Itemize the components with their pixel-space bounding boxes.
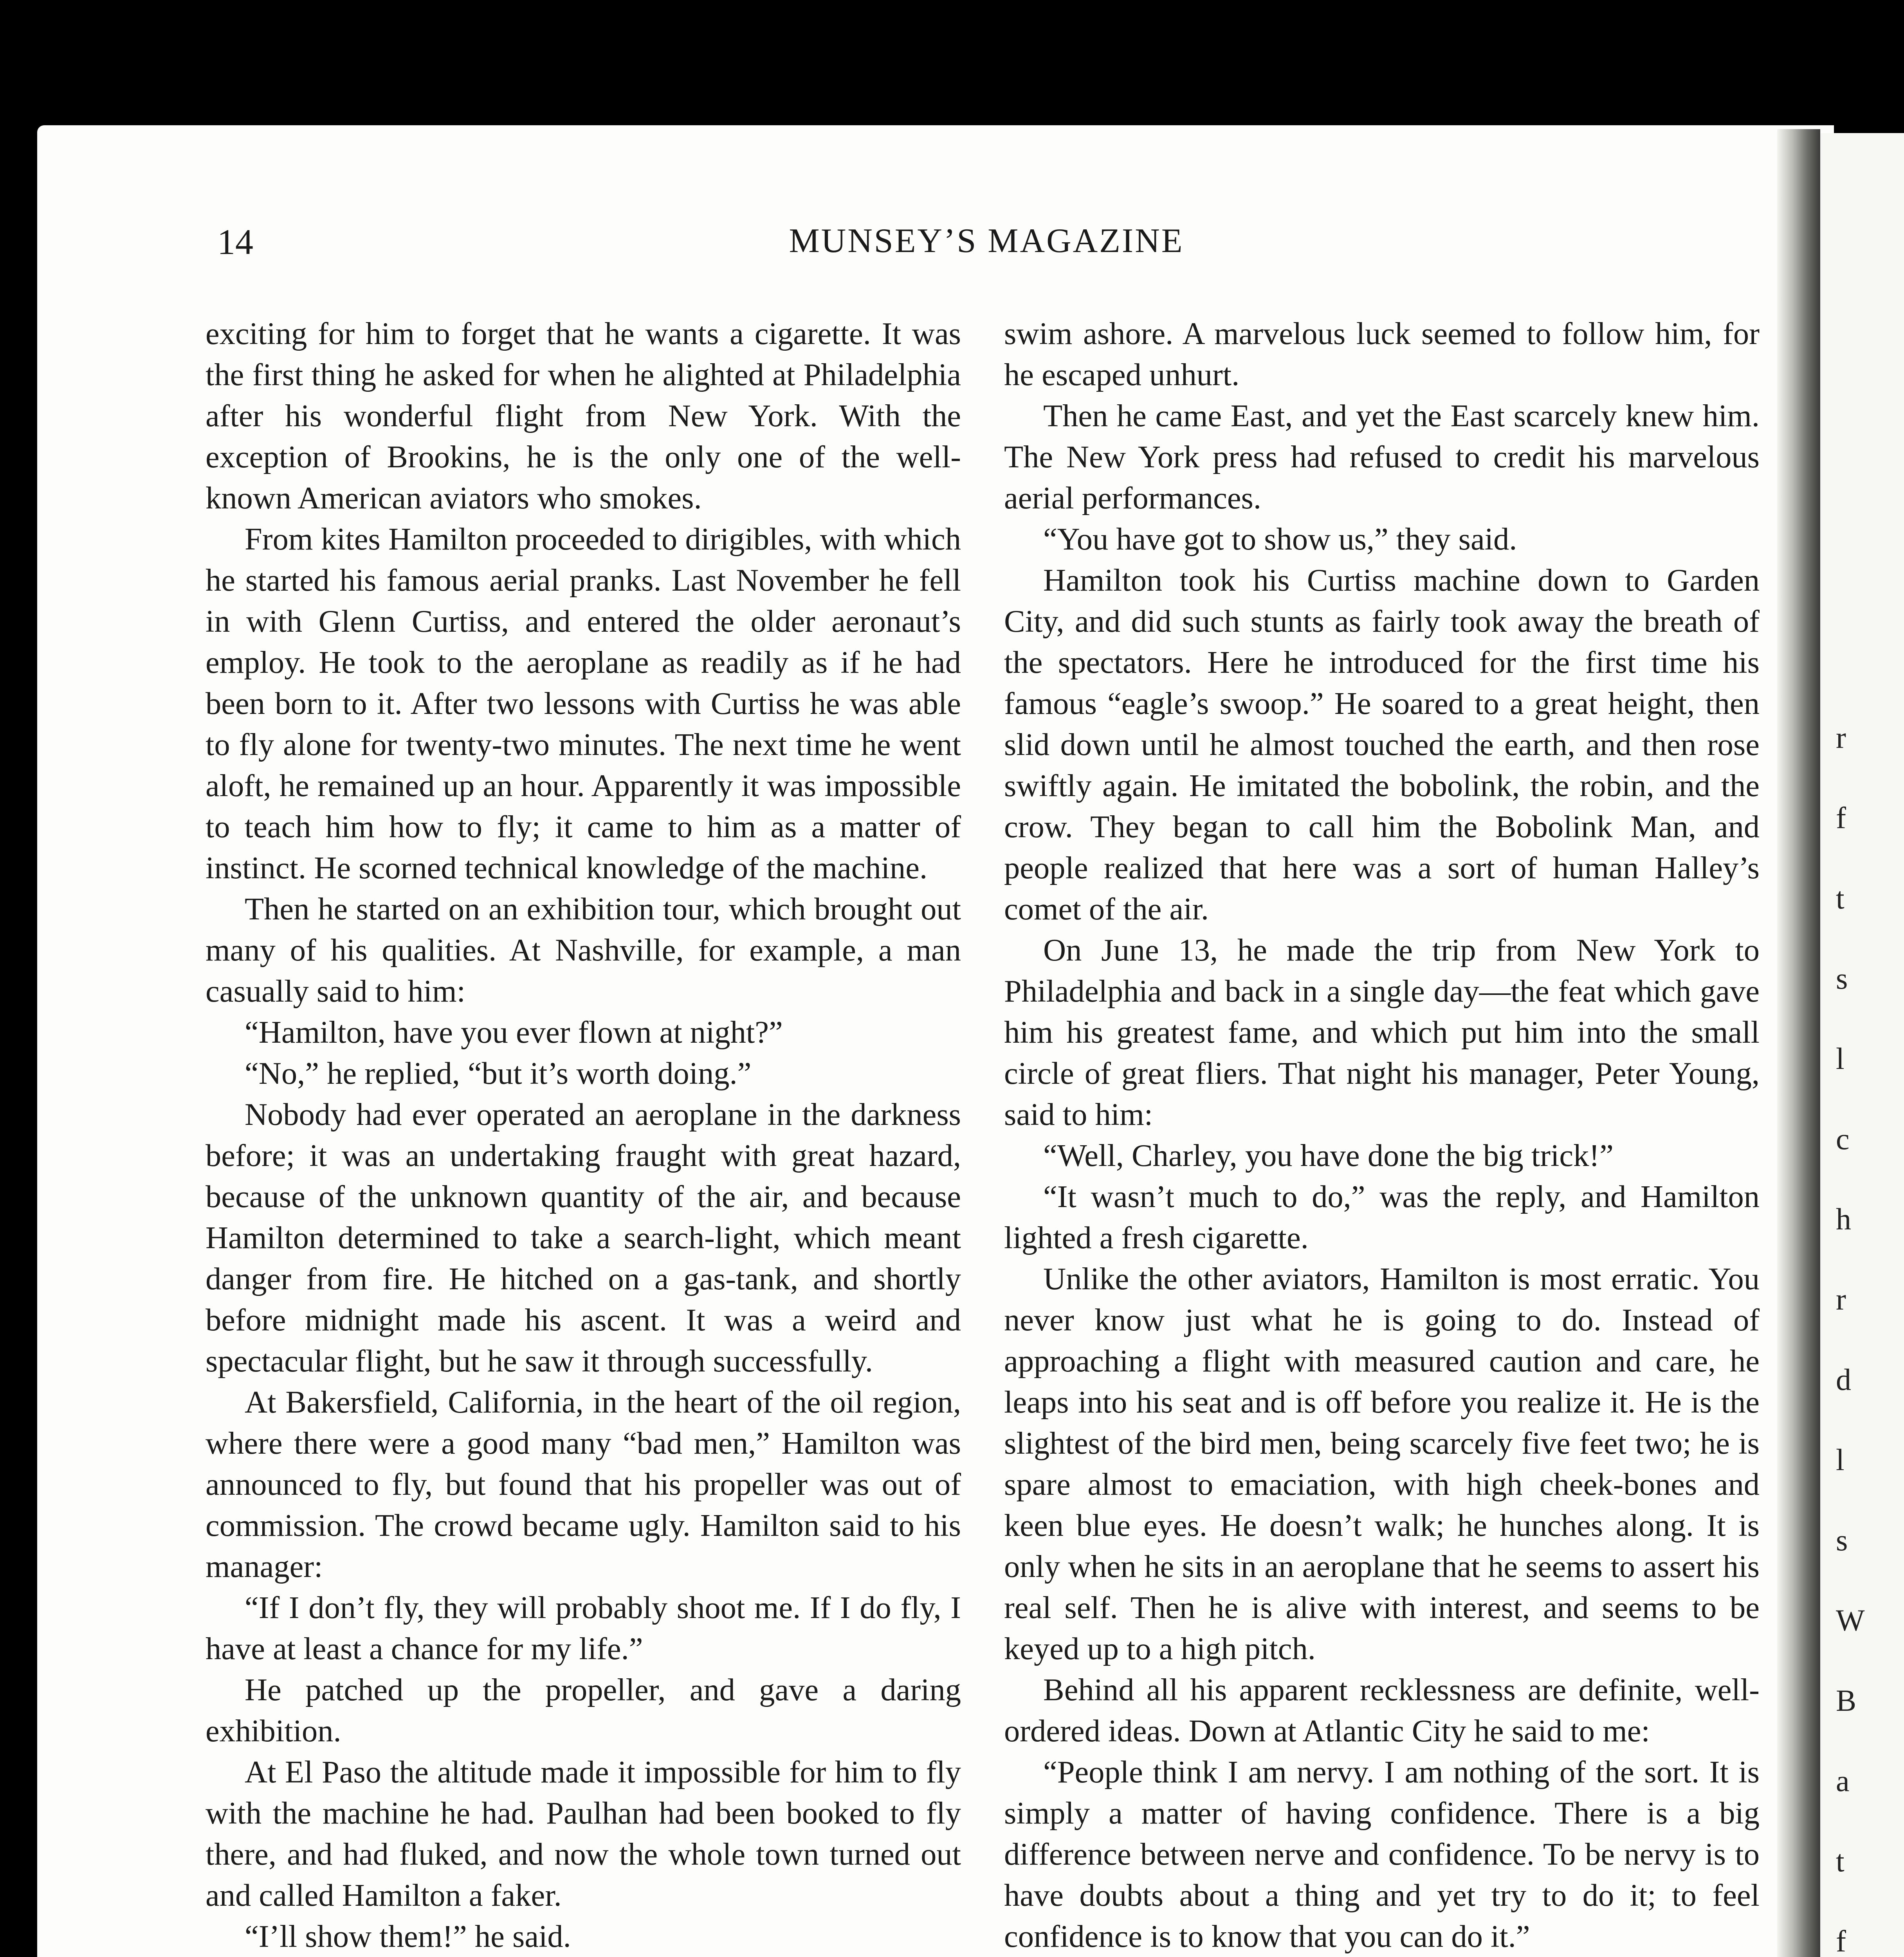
paragraph: From kites Hamilton proceeded to dirigibles, with which he started his famous aerial pranks. Last November he fell in with Glenn Curtiss, and entered the older aeronaut’s employ. He took to the aeroplane as readily as if he had been born to it. After two lessons with Curtiss he was able to fly alone for twenty-two minutes. The next time he went aloft, he remained up an hour. Apparently it was impossible to teach him how to fly; it came to him as a matter of instinct. He scorned technical knowledge of the machine.: [206, 522, 961, 885]
facing-page-fragment: r: [1836, 1282, 1846, 1316]
facing-page-fragment: r: [1836, 721, 1846, 755]
facing-page-fragment: d: [1836, 1362, 1851, 1397]
paragraph: “It wasn’t much to do,” was the reply, and Hamilton lighted a fresh cigarette.: [1004, 1179, 1760, 1255]
paragraph: “Well, Charley, you have done the big trick!”: [1043, 1138, 1614, 1173]
book-spine-shadow: [1777, 129, 1820, 1957]
paragraph: Unlike the other aviators, Hamilton is most erratic. You never know just what he is going to do. Instead of approaching a flight with measured caution and care, he leaps into his seat and is off before you realize it. He is the slightest of the bird men, being scarcely five feet two; he is spare almost to emaciation, with high cheek-bones and keen blue eyes. He doesn’t walk; he hunches along. It is only when he sits in an aeroplane that he seems to assert his real self. Then he is alive with interest, and seems to be keyed up to a high pitch.: [1004, 1261, 1760, 1666]
paragraph: Nobody had ever operated an aeroplane in the darkness before; it was an undertaking fraught with great hazard, because of the unknown quantity of the air, and because Hamilton determined to take a search-light, which meant danger from fire. He hitched on a gas-tank, and shortly before midnight made his ascent. It was a weird and spectacular flight, but he saw it through successfully.: [206, 1097, 961, 1379]
paragraph: Then he came East, and yet the East scarcely knew him. The New York press had refused to credit his marvelous aerial performances.: [1004, 398, 1760, 515]
paragraph: “Hamilton, have you ever flown at night?”: [245, 1015, 783, 1050]
paragraph: Behind all his apparent recklessness are definite, well-ordered ideas. Down at Atlantic City he said to me:: [1004, 1672, 1760, 1748]
paragraph: At Bakersfield, California, in the heart of the oil region, where there were a good many “bad men,” Hamilton was announced to fly, but found that his propeller was out of commission. The crowd became ugly. Hamilton said to his manager:: [206, 1385, 961, 1584]
facing-page-fragment: l: [1836, 1443, 1844, 1477]
paragraph: “I’ll show them!” he said.: [245, 1919, 571, 1954]
facing-page-fragment: f: [1836, 1924, 1846, 1957]
facing-page-fragment: h: [1836, 1202, 1851, 1236]
paragraph: “If I don’t fly, they will probably shoot me. If I do fly, I have at least a chance for my life.”: [206, 1590, 961, 1666]
facing-page-fragment: W: [1836, 1603, 1865, 1637]
paragraph: At El Paso the altitude made it impossible for him to fly with the machine he had. Paulhan had been booked to fly there, and had fluked, and now the whole town turned out and called Hamilton a faker.: [206, 1755, 961, 1913]
paragraph: Then he started on an exhibition tour, which brought out many of his qualities. At Nashville, for example, a man casually said to him:: [206, 892, 961, 1009]
facing-page-fragment: a: [1836, 1764, 1850, 1798]
facing-page-fragment: s: [1836, 1523, 1848, 1557]
facing-page-fragment: t: [1836, 1844, 1844, 1878]
facing-page-fragment: f: [1836, 801, 1846, 835]
left-text-column: [206, 313, 961, 1957]
facing-page-fragment: s: [1836, 961, 1848, 995]
magazine-title: MUNSEY’S MAGAZINE: [789, 222, 1184, 260]
paragraph: swim ashore. A marvelous luck seemed to follow him, for he escaped unhurt.: [1004, 316, 1760, 392]
paragraph: “You have got to show us,” they said.: [1043, 522, 1517, 557]
paragraph: “People think I am nervy. I am nothing of the sort. It is simply a matter of having confidence. There is a big difference between nerve and confidence. To be nervy is to have doubts about a thing and yet try to do it; to feel confidence is to know that you can do it.”: [1004, 1755, 1760, 1954]
running-head: [211, 221, 1762, 264]
facing-page-fragment: l: [1836, 1042, 1844, 1076]
paragraph: exciting for him to forget that he wants a cigarette. It was the first thing he asked for when he alighted at Philadelphia after his wonderful flight from New York. With the exception of Brookins, he is the only one of the well-known American aviators who smokes.: [206, 316, 961, 515]
page-number: 14: [217, 222, 253, 262]
right-text-column: [1004, 313, 1760, 1957]
facing-page-fragment: B: [1836, 1683, 1857, 1717]
facing-page-fragment: t: [1836, 881, 1844, 915]
paragraph: “No,” he replied, “but it’s worth doing.”: [245, 1056, 752, 1091]
facing-page-fragment: c: [1836, 1122, 1850, 1156]
facing-page-edge: [1820, 133, 1904, 1957]
paragraph: Hamilton took his Curtiss machine down to Garden City, and did such stunts as fairly took away the breath of the spectators. Here he introduced for the first time his famous “eagle’s swoop.” He soared to a great height, then slid down until he almost touched the earth, and then rose swiftly again. He imitated the bobolink, the robin, and the crow. They began to call him the Bobolink Man, and people realized that here was a sort of human Halley’s comet of the air.: [1004, 563, 1760, 926]
paragraph: On June 13, he made the trip from New York to Philadelphia and back in a single day—the feat which gave him his greatest fame, and which put him into the small circle of great fliers. That night his manager, Peter Young, said to him:: [1004, 933, 1760, 1132]
paragraph: He patched up the propeller, and gave a daring exhibition.: [206, 1672, 961, 1748]
